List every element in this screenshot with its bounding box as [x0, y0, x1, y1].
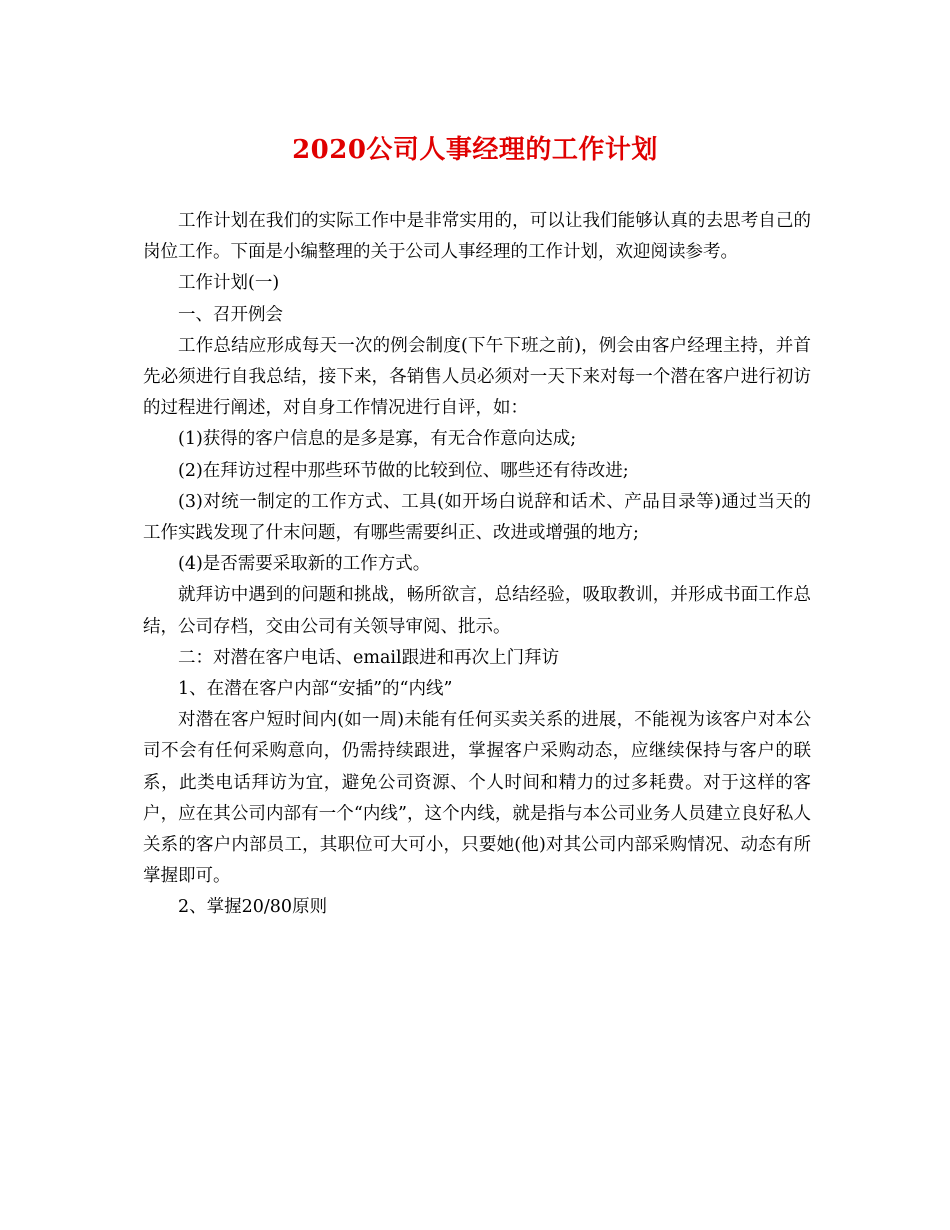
subheading-followup: 二：对潜在客户电话、email跟进和再次上门拜访	[178, 647, 560, 668]
list-item-1: (1)获得的客户信息的是多是寡，有无合作意向达成;	[178, 429, 577, 450]
paragraph-summary: 就拜访中遇到的问题和挑战，畅所欲言，总结经验，吸取教训，并形成书面工作总结，公司存档，交由公司有关领导审阅、批示。	[143, 585, 811, 637]
list-item-3: (3)对统一制定的工作方式、工具(如开场白说辞和话术、产品目录等)通过当天的工作实践发现了什末问题，有哪些需要纠正、改进或增强的地方;	[143, 491, 811, 544]
document-body	[143, 206, 811, 924]
paragraph-intro: 工作计划在我们的实际工作中是非常实用的，可以让我们能够认真的去思考自己的岗位工作。下面是小编整理的关于公司人事经理的工作计划，欢迎阅读参考。	[143, 211, 811, 263]
subheading-insider: 1、在潜在客户内部“安插”的“内线”	[178, 679, 453, 700]
paragraph-insider: 对潜在客户短时间内(如一周)未能有任何买卖关系的进展，不能视为该客户对本公司不会有任何采购意向，仍需持续跟进，掌握客户采购动态，应继续保持与客户的联系，此类电话拜访为宜，避免公司资源、个人时间和精力的过多耗费。对于这样的客户，应在其公司内部有一个“内线”，这个内线，就是指与本公司业务人员建立良好私人关系的客户内部员工，其职位可大可小，只要她(他)对其公司内部采购情况、动态有所掌握即可。	[143, 710, 811, 887]
list-item-2: (2)在拜访过程中那些环节做的比较到位、哪些还有待改进;	[178, 460, 629, 481]
subheading-principle: 2、掌握20/80原则	[178, 897, 328, 918]
list-item-4: (4)是否需要采取新的工作方式。	[178, 554, 431, 575]
paragraph-meeting: 工作总结应形成每天一次的例会制度(下午下班之前)，例会由客户经理主持，并首先必须进行自我总结，接下来，各销售人员必须对一天下来对每一个潜在客户进行初访的过程进行阐述，对自身工作情况进行自评，如：	[143, 335, 811, 419]
section-heading-plan-1: 工作计划(一)	[178, 273, 280, 294]
document-title: 2020公司人事经理的工作计划	[292, 135, 658, 165]
subheading-meeting: 一、召开例会	[178, 304, 283, 325]
